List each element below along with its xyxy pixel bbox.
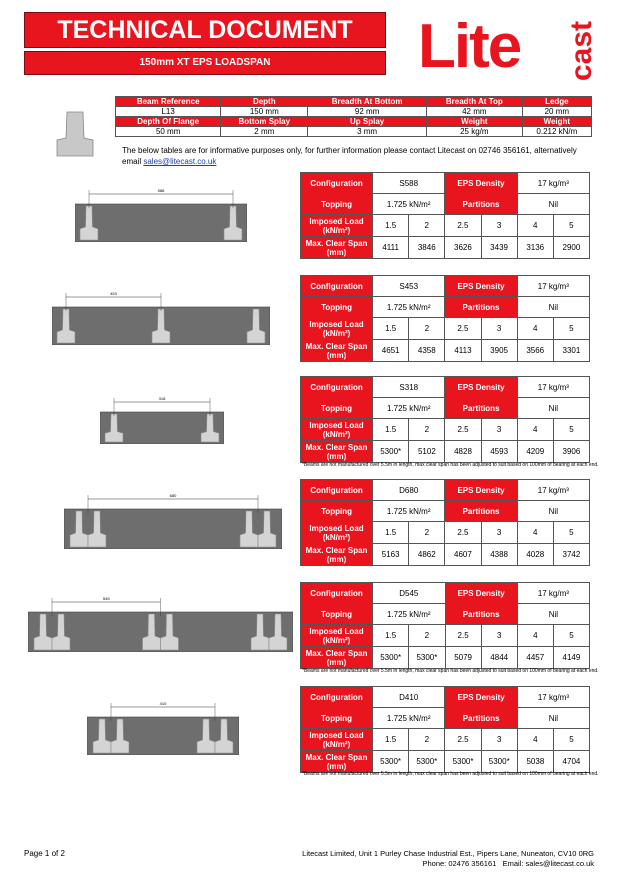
cfg-value: 5300* — [409, 751, 445, 773]
cfg-value: 3 — [481, 419, 517, 441]
config-table-s318 — [300, 376, 590, 463]
cfg-value: 2.5 — [445, 215, 481, 237]
cfg-value: Nil — [517, 501, 589, 522]
cfg-value: 4028 — [517, 544, 553, 566]
cfg-label: EPS Density — [445, 377, 517, 398]
cfg-label: Topping — [301, 708, 373, 729]
floor-section-diagram — [64, 491, 282, 549]
cfg-value: 5 — [553, 625, 589, 647]
cfg-value: Nil — [517, 398, 589, 419]
spec-header: Beam Reference — [116, 97, 221, 107]
cfg-value: 2.5 — [445, 318, 481, 340]
intro-body: The below tables are for informative purposes only, for further information please contact Litecast on 02746 356161, alternatively email — [122, 146, 577, 166]
cfg-label: Configuration — [301, 276, 373, 297]
cfg-value: 2 — [409, 729, 445, 751]
beam-section-icon — [55, 110, 95, 158]
cfg-value: 2.5 — [445, 419, 481, 441]
cfg-label: Imposed Load (kN/m²) — [301, 419, 373, 441]
cfg-value: 5 — [553, 215, 589, 237]
cfg-label: EPS Density — [445, 173, 517, 194]
span-footnote: *Beams are not manufactured over 5.5m in length, max clear span has been adjusted to suit based on 100mm of bearing at each end. — [302, 668, 599, 674]
cfg-value: D410 — [372, 687, 444, 708]
spec-value: 3 mm — [308, 127, 427, 137]
litecast-logo — [418, 8, 598, 84]
cfg-value: Nil — [517, 297, 589, 318]
cfg-label: Imposed Load (kN/m²) — [301, 522, 373, 544]
cfg-label: Partitions — [445, 708, 517, 729]
cfg-value: 3906 — [553, 441, 589, 463]
cfg-value: 17 kg/m³ — [517, 687, 589, 708]
config-table-d680 — [300, 479, 590, 566]
cfg-label: Max. Clear Span (mm) — [301, 340, 373, 362]
cfg-value: 4358 — [409, 340, 445, 362]
spec-header: Up Splay — [308, 117, 427, 127]
cfg-value: D545 — [373, 583, 446, 604]
spec-header: Weight — [522, 117, 591, 127]
intro-text — [122, 145, 597, 167]
cfg-value: 17 kg/m³ — [517, 173, 589, 194]
cfg-label: Configuration — [301, 377, 373, 398]
cfg-value: 5300* — [445, 751, 481, 773]
cfg-value: 3 — [481, 215, 517, 237]
spec-value: 20 mm — [522, 107, 591, 117]
cfg-label: Topping — [301, 604, 373, 625]
cfg-value: 3566 — [517, 340, 553, 362]
cfg-label: Topping — [301, 194, 373, 215]
cfg-value: 17 kg/m³ — [517, 583, 589, 604]
floor-section-diagram — [28, 594, 293, 652]
dimension-label: 318 — [158, 396, 166, 401]
spec-value: 42 mm — [426, 107, 522, 117]
cfg-value: 5 — [553, 729, 589, 751]
cfg-value: 4704 — [553, 751, 589, 773]
cfg-value: 2900 — [553, 237, 589, 259]
cfg-value: 3 — [481, 625, 517, 647]
cfg-value: 3301 — [553, 340, 589, 362]
cfg-label: Topping — [301, 398, 373, 419]
span-footnote: *Beams are not manufactured over 5.5m in length, max clear span has been adjusted to suit based on 100mm of bearing at each end. — [302, 462, 599, 468]
cfg-value: 4 — [517, 522, 553, 544]
cfg-value: 4 — [517, 625, 553, 647]
cfg-value: 1.5 — [372, 729, 408, 751]
cfg-value: 4 — [517, 419, 553, 441]
cfg-label: Topping — [301, 297, 373, 318]
cfg-label: Imposed Load (kN/m²) — [301, 318, 373, 340]
cfg-label: Max. Clear Span (mm) — [301, 237, 373, 259]
cfg-value: 2.5 — [445, 625, 481, 647]
spec-value: 92 mm — [308, 107, 427, 117]
logo-text-side: cast — [565, 20, 598, 82]
floor-section-diagram — [87, 699, 239, 755]
cfg-value: 17 kg/m³ — [517, 276, 589, 297]
cfg-value: 2 — [409, 215, 445, 237]
cfg-label: Topping — [301, 501, 373, 522]
spec-header: Breadth At Top — [426, 97, 522, 107]
cfg-value: 5079 — [445, 647, 481, 669]
cfg-value: 4149 — [553, 647, 589, 669]
cfg-value: 4209 — [517, 441, 553, 463]
cfg-value: 4862 — [409, 544, 445, 566]
config-table-d545 — [300, 582, 590, 669]
cfg-value: 3 — [481, 318, 517, 340]
config-table-d410 — [300, 686, 590, 773]
footer-address — [302, 849, 594, 869]
cfg-value: Nil — [517, 604, 589, 625]
cfg-value: 2 — [409, 318, 445, 340]
cfg-value: 3846 — [409, 237, 445, 259]
cfg-value: 5 — [553, 318, 589, 340]
eps-slab — [75, 204, 247, 242]
cfg-value: 1.5 — [373, 419, 409, 441]
cfg-value: D680 — [373, 480, 445, 501]
cfg-value: 5300* — [481, 751, 517, 773]
cfg-value: 1.725 kN/m² — [372, 708, 444, 729]
footer-address-line: Litecast Limited, Unit 1 Purley Chase Industrial Est., Pipers Lane, Nuneaton, CV10 0RG — [302, 849, 594, 858]
cfg-label: Partitions — [445, 194, 517, 215]
cfg-label: EPS Density — [445, 480, 517, 501]
cfg-value: S318 — [373, 377, 445, 398]
dimension-label: 588 — [157, 188, 165, 193]
spec-header: Depth — [221, 97, 308, 107]
cfg-value: 1.5 — [373, 215, 409, 237]
spec-value: 25 kg/m — [426, 127, 522, 137]
cfg-label: Partitions — [445, 501, 517, 522]
cfg-value: 4388 — [481, 544, 517, 566]
config-table-s588 — [300, 172, 590, 259]
cfg-value: 1.725 kN/m² — [373, 297, 445, 318]
cfg-label: Max. Clear Span (mm) — [301, 647, 373, 669]
cfg-label: EPS Density — [445, 276, 517, 297]
cfg-value: 1.5 — [373, 318, 409, 340]
cfg-value: 5300* — [373, 441, 409, 463]
cfg-label: EPS Density — [445, 583, 517, 604]
cfg-value: 3742 — [553, 544, 589, 566]
cfg-value: 1.5 — [373, 625, 409, 647]
floor-section-diagram — [52, 289, 270, 345]
spec-value: L13 — [116, 107, 221, 117]
page-title: TECHNICAL DOCUMENT — [24, 12, 386, 48]
cfg-label: Configuration — [301, 687, 373, 708]
cfg-value: 4593 — [481, 441, 517, 463]
span-footnote: *Beams are not manufactured over 5.5m in length, max clear span has been adjusted to suit based on 100mm of bearing at each end. — [302, 771, 599, 777]
cfg-label: EPS Density — [445, 687, 517, 708]
sales-email-link[interactable]: sales@litecast.co.uk — [143, 157, 217, 166]
cfg-label: Max. Clear Span (mm) — [301, 751, 373, 773]
cfg-value: 5102 — [409, 441, 445, 463]
cfg-value: 3626 — [445, 237, 481, 259]
footer-contact-line — [302, 859, 594, 869]
config-table-s453 — [300, 275, 590, 362]
cfg-value: 2 — [409, 419, 445, 441]
footer-phone-label: Phone: — [422, 859, 447, 868]
beam-spec-table — [115, 96, 592, 137]
dimension-label: 680 — [169, 493, 177, 498]
cfg-value: 5 — [553, 419, 589, 441]
cfg-label: Configuration — [301, 480, 373, 501]
cfg-value: 2 — [409, 522, 445, 544]
spec-header: Depth Of Flange — [116, 117, 221, 127]
cfg-value: 4457 — [517, 647, 553, 669]
cfg-label: Max. Clear Span (mm) — [301, 544, 373, 566]
cfg-value: S453 — [373, 276, 445, 297]
cfg-value: 1.5 — [373, 522, 409, 544]
footer-email[interactable]: sales@litecast.co.uk — [525, 859, 594, 868]
cfg-value: 3136 — [517, 237, 553, 259]
spec-header: Bottom Splay — [221, 117, 308, 127]
cfg-value: 1.725 kN/m² — [373, 398, 445, 419]
footer-phone: 02476 356161 — [448, 859, 497, 868]
dimension-label: 410 — [159, 701, 167, 706]
cfg-value: 1.725 kN/m² — [373, 604, 446, 625]
cfg-value: 5300* — [372, 751, 408, 773]
cfg-value: 3905 — [481, 340, 517, 362]
spec-header: Weight — [426, 117, 522, 127]
cfg-value: 3439 — [481, 237, 517, 259]
floor-section-diagram — [100, 394, 224, 444]
page-number: Page 1 of 2 — [24, 849, 65, 858]
cfg-value: 3 — [481, 729, 517, 751]
cfg-value: 2.5 — [445, 522, 481, 544]
cfg-value: 4651 — [373, 340, 409, 362]
spec-value: 0.212 kN/m — [522, 127, 591, 137]
spec-header: Breadth At Bottom — [308, 97, 427, 107]
cfg-value: 5038 — [517, 751, 553, 773]
logo-text-main: Lite — [418, 12, 521, 81]
spec-header: Ledge — [522, 97, 591, 107]
cfg-value: 4113 — [445, 340, 481, 362]
dimension-label: 545 — [102, 596, 110, 601]
cfg-value: 4607 — [445, 544, 481, 566]
cfg-value: 5300* — [373, 647, 409, 669]
cfg-value: Nil — [517, 708, 589, 729]
spec-value: 2 mm — [221, 127, 308, 137]
cfg-value: 4111 — [373, 237, 409, 259]
spec-value: 50 mm — [116, 127, 221, 137]
cfg-value: 4 — [517, 729, 553, 751]
cfg-label: Max. Clear Span (mm) — [301, 441, 373, 463]
cfg-value: S588 — [373, 173, 445, 194]
cfg-value: 1.725 kN/m² — [373, 194, 445, 215]
cfg-value: 1.725 kN/m² — [373, 501, 445, 522]
cfg-label: Partitions — [445, 604, 517, 625]
cfg-value: 3 — [481, 522, 517, 544]
cfg-value: 5163 — [373, 544, 409, 566]
floor-section-diagram — [75, 186, 247, 242]
cfg-value: 4 — [517, 318, 553, 340]
cfg-value: 17 kg/m³ — [517, 377, 589, 398]
cfg-label: Configuration — [301, 583, 373, 604]
spec-value: 150 mm — [221, 107, 308, 117]
cfg-label: Configuration — [301, 173, 373, 194]
cfg-value: 2 — [409, 625, 445, 647]
cfg-value: 4828 — [445, 441, 481, 463]
cfg-label: Partitions — [445, 297, 517, 318]
cfg-value: Nil — [517, 194, 589, 215]
cfg-value: 2.5 — [445, 729, 481, 751]
cfg-value: 5 — [553, 522, 589, 544]
page-subtitle: 150mm XT EPS LOADSPAN — [24, 51, 386, 75]
cfg-value: 5300* — [409, 647, 445, 669]
cfg-label: Imposed Load (kN/m²) — [301, 625, 373, 647]
cfg-label: Imposed Load (kN/m²) — [301, 729, 373, 751]
dimension-label: 453 — [110, 291, 117, 296]
cfg-label: Partitions — [445, 398, 517, 419]
cfg-value: 17 kg/m³ — [517, 480, 589, 501]
cfg-value: 4844 — [481, 647, 517, 669]
cfg-label: Imposed Load (kN/m²) — [301, 215, 373, 237]
footer-email-label: Email: — [502, 859, 524, 868]
cfg-value: 4 — [517, 215, 553, 237]
